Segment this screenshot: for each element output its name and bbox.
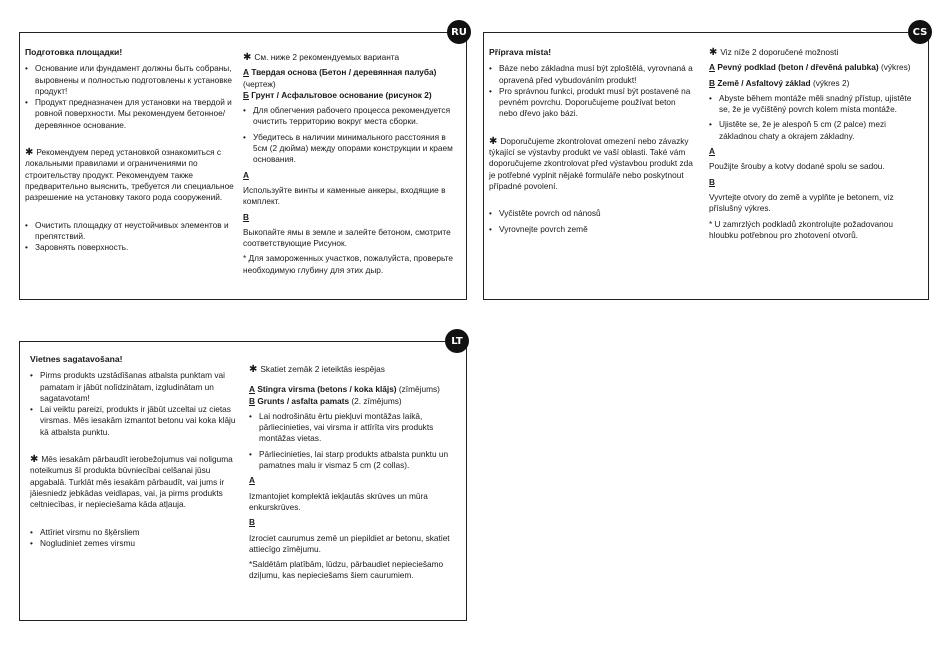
asterisk-icon: ✱ [30,454,39,466]
cs-option-b: B Země / Asfaltový základ (výkres 2) [709,77,850,88]
lt-text-b: Izrociet caurumus zemē un piepildiet ar betonu, skatiet attiecīgo zīmējumu. [249,532,450,554]
cs-head-a: A [709,146,715,157]
lang-badge-cs: CS [908,20,932,44]
lt-option-b: B Grunts / asfalta pamats (2. zīmējums) [249,395,402,406]
ru-bullet-1: • Основание или фундамент должны быть собраны, выровнены и полностью подготовлены к установке продукт! [25,63,235,97]
ru-bullet-4: • Заровнять поверхность. [25,242,235,253]
lang-badge-lt: LT [445,329,469,353]
cs-intro: ✱ Viz níže 2 doporučené možnosti [709,47,839,58]
cs-right-column [709,47,914,241]
lt-option-a: A Stingra virsma (betons / koka klājs) (zīmējums) [249,384,440,395]
cs-text-a: Použijte šrouby a kotvy dodané spolu se sadou. [709,161,885,172]
lt-bullet-4: • Nogludiniet zemes virsmu [30,538,240,549]
lt-left-column [30,354,240,549]
cs-right-bullet-1: • Abyste během montáže měli snadný přístup, ujistěte se, že je vyčištěný povrch kolem místa montáže. [709,93,914,116]
cs-right-bullet-2: • Ujistěte se, že je alespoň 5 cm (2 palce) mezi základnou chaty a okrajem základny. [709,119,914,142]
ru-option-b: Б Грунт / Асфальтовое основание (рисунок 2) [243,89,432,100]
lt-note: ✱ Mēs iesakām pārbaudīt ierobežojumus vai noligumа noteikumus šī produkta būvniecībai celšanai jūsu apgabalā. Turklāt mēs iesakām pārbaudīt, vai jums ir jāiesniedz jebkādas veidlapas, vai, ja pirms produkts celtniecības, ir nepieciešama kāda atļauja. [30,454,233,510]
lt-bullet-2: • Lai veiktu pareizi, produkts ir jābūt uzceltai uz cietas virsmas. Mēs iesakām izmantot betonu vai koka klāju kā atbalsta punktu. [30,404,240,438]
asterisk-icon: ✱ [489,135,498,147]
lt-bullet-1: • Pirms produkts uzstādīšanas atbalsta punktam vai pamatam ir jābūt nolīdzinātam, izgludinātam un sagatavotam! [30,370,240,404]
ru-note: ✱ Рекомендуем перед установкой ознакомиться с локальными правилами и ограничениями по строительству продукт. Рекомендуем также предварительно выяснить, требуется ли специальное разрешение на установку такого рода сооружений. [25,147,234,203]
ru-text-b: Выкопайте ямы в земле и залейте бетоном, смотрите соответствующие Рисунок. [243,226,451,249]
ru-right-column [243,52,453,276]
ru-intro: ✱ См. ниже 2 рекомендуемых варианта [243,52,400,63]
ru-bullet-2: • Продукт предназначен для установки на твердой и ровной поверхности. Мы рекомендуем бетонное/деревянное основание. [25,97,235,131]
ru-head-b: B [243,211,249,222]
cs-head-b: B [709,176,715,187]
cs-title: Příprava místa! [489,47,552,57]
lt-head-b: B [249,517,255,528]
lt-text-a: Izmantojiet komplektā iekļautās skrūves un mūra enkurskrūves. [249,490,428,512]
asterisk-icon: ✱ [243,52,252,63]
cs-left-column [489,47,695,235]
ru-right-bullet-2: • Убедитесь в наличии минимального расстояния в 5см (2 дюйма) между опорами конструкции и краем основания. [243,132,453,166]
cs-bullet-3: • Vyčistěte povrch od nánosů [489,208,695,219]
ru-option-a: A Твердая основа (Бетон / деревянная палуба) (чертеж) [243,67,437,89]
ru-text-a: Используйте винты и каменные анкеры, входящие в комплект. [243,184,446,207]
ru-right-bullet-1: • Для облегчения рабочего процесса рекомендуется очистить территорию вокруг места сборки. [243,105,453,128]
cs-note: ✱ Doporučujeme zkontrolovat omezení nebo závazky týkající se výstavby produkt ve vaší oblasti. Také vám doporučujeme zkontrolovat před výstavbou produkt zda je potřebné vyplnit nějaké formuláře nebo poskytnout případné povolení. [489,135,693,191]
cs-option-a: A Pevný podklad (beton / dřevěná palubka) (výkres) [709,62,911,73]
cs-footnote: * U zamrzlých podkladů zkontrolujte požadovanou hloubku potřebnou pro zhotovení otvorů. [709,218,894,240]
cs-bullet-1: • Báze nebo základna musí být zploštělá, vyrovnaná a opravená před vybudováním produkt! [489,63,695,86]
cs-bullet-4: • Vyrovnejte povrch země [489,224,695,235]
asterisk-icon: ✱ [709,47,718,58]
cs-text-b: Vyvrtejte otvory do země a vyplňte je betonem, viz příslušný výkres. [709,191,894,214]
cs-bullet-2: • Pro správnou funkci, produkt musí být postavené na pevném povrchu. Doporučujeme používat beton nebo dřevo jako bázi. [489,86,695,120]
asterisk-icon: ✱ [249,364,258,375]
lt-bullet-3: • Attīriet virsmu no šķērsliem [30,527,240,538]
lt-right-column [249,364,454,582]
lt-head-a: A [249,475,255,486]
ru-left-column [25,47,235,253]
ru-footnote: * Для замороженных участков, пожалуйста, проверьте необходимую глубину для этих дыр. [243,253,453,275]
asterisk-icon: ✱ [25,147,34,159]
lt-title: Vietnes sagatavošana! [30,354,123,364]
lt-right-bullet-2: • Pārliecinieties, lai starp produkts atbalsta punktu un pamatnes malu ir vismaz 5 cm (2 collas). [249,449,454,472]
lang-badge-ru: RU [447,20,471,44]
ru-bullet-3: • Очистить площадку от неустойчивых элементов и препятствий. [25,220,235,243]
lt-right-bullet-1: • Lai nodrošinātu ērtu piekļuvi montāžas laikā, pārliecinieties, vai virsma ir attīrīta virs produkts montāžas vietas. [249,411,454,445]
ru-title: Подготовка площадки! [25,47,123,57]
ru-head-a: A [243,169,249,180]
lt-footnote: *Saldētām platībām, lūdzu, pārbaudiet nepieciešamo dziļumu, kas nepieciešams šiem caurumiem. [249,559,444,581]
lt-intro: ✱ Skatiet zemāk 2 ieteiktās iespējas [249,364,385,375]
